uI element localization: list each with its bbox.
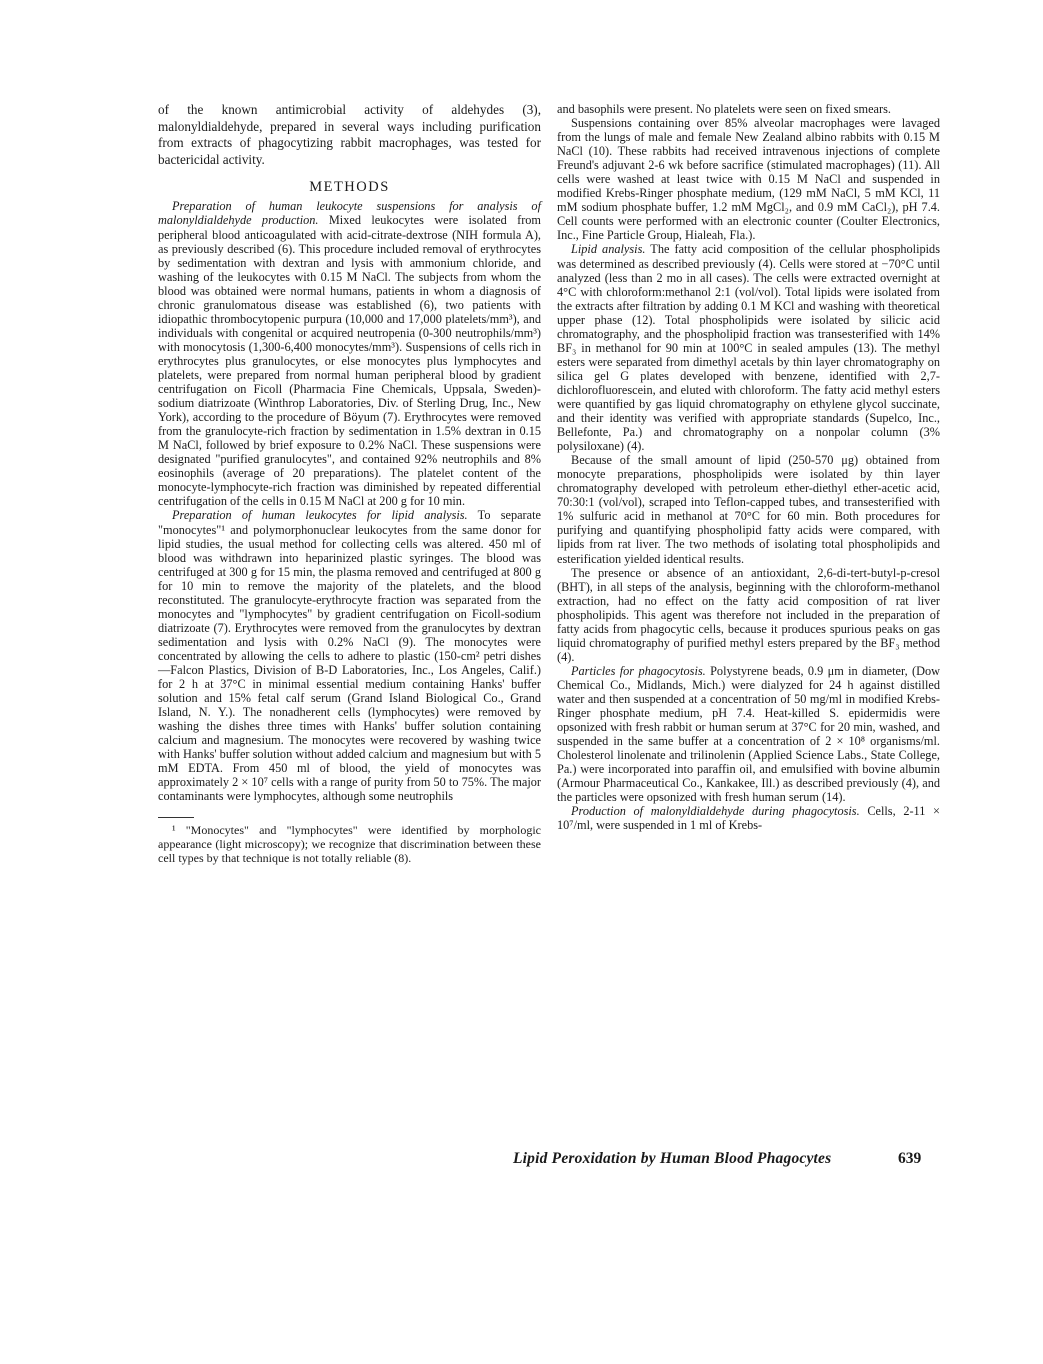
runin-heading: Preparation of human leukocytes for lipid analysis.: [172, 508, 468, 523]
page-number: 639: [898, 1150, 922, 1167]
paragraph-lipid-analysis: [557, 242, 940, 453]
paragraph-continued: and basophils were present. No platelets were seen on fixed smears.: [557, 102, 891, 116]
runin-heading: Lipid analysis.: [571, 242, 646, 257]
paragraph-body: Mixed leukocytes were isolated from peripheral blood anticoagulated with acid-citrate-dextrose (NIH formula A), as previously described (6). This procedure included removal of erythrocytes by sedimentation with dextran and lysis with ammonium chloride, and washing of the leukocytes with 0.15 M NaCl. The subjects from whom the blood was obtained were normal humans, patients in whom a diagnosis of chronic granulomatous disease was established (6), two patients with idiopathic thrombocytopenic purpura (10,000 and 17,000 platelets/mm³), and individuals with congenital or acquired neutropenia (0-300 neutrophils/mm³) with monocytosis (1,300-6,400 monocytes/mm³). Suspensions of cells rich in erythrocytes plus granulocytes, or else monocytes plus lymphocytes and platelets, were prepared from normal human peripheral blood by gradient centrifugation on Ficoll (Pharmacia Fine Chemicals, Uppsala, Sweden)-sodium diatrizoate (Winthrop Laboratories, Div. of Sterling Drug, Inc., New York), according to the procedure of Böyum (7). Erythrocytes were removed from the granulocyte-rich fraction by sedimentation in 1.5% dextran in 0.15 M NaCl, followed by brief exposure to 0.2% NaCl. These suspensions were designated "purified granulocytes", and contained 92% neutrophils and 8% eosinophils (average of 20 preparations). The platelet content of the monocyte-lymphocyte-rich fraction was diminished by repeated differential centrifugation of the cells in 0.15 M NaCl at 200 g for 10 min.: [158, 213, 542, 509]
paragraph-production: [557, 804, 940, 832]
paragraph-body: Polystyrene beads, 0.9 μm in diameter, (Dow Chemical Co., Midlands, Mich.) were dialyzed for 24 h against distilled water and then suspended at a concentration of 50 mg/ml in modified Krebs-Ringer phosphate medium, pH 7.4. Heat-killed S. epidermidis were opsonized with fresh rabbit or human serum at 37°C for 20 min, washed, and suspended in the same buffer at a concentration of 2 × 10⁸ organisms/ml. Cholesterol linolenate and trilinolenin (Applied Science Labs., State College, Pa.) were incorporated into paraffin oil, and emulsified with bovine albumin (Armour Pharmaceutical Co., Kankakee, Ill.) as described previously (4), and the particles were opsonized with fresh human serum (14).: [557, 663, 940, 805]
footnote: ¹ "Monocytes" and "lymphocytes" were identified by morphologic appearance (light microscopy); we recognize that discrimination between these cell types by that technique is not totally reliable (8).: [158, 823, 541, 865]
left-column: [158, 102, 541, 866]
right-column: [557, 102, 940, 832]
running-title: Lipid Peroxidation by Human Blood Phagocytes: [513, 1150, 832, 1167]
paragraph-antioxidant: The presence or absence of an antioxidant, 2,6-di-tert-butyl-p-cresol (BHT), in all steps of the analysis, beginning with the chloroform-methanol extraction, had no effect on the fatty acid composition of rat liver phospholipids. This agent was therefore not included in the preparation of fatty acids from phagocytic cells, because it produces spurious peaks on gas liquid chromatography of purified methyl esters prepared by the BF₃ method (4).: [557, 565, 940, 664]
paragraph-macrophages: Suspensions containing over 85% alveolar macrophages were lavaged from the lungs of male and female New Zealand albino rabbits with 0.15 M NaCl (10). These rabbits had received intravenous injections of complete Freund's adjuvant 2-6 wk before sacrifice (stimulated macrophages) (11). All cells were washed at least twice with 0.15 M NaCl and suspended in modified Krebs-Ringer phosphate medium, (129 mM NaCl, 5 mM KCl, 11 mM sodium phosphate buffer, 1.2 mM MgCl₂, and 0.9 mM CaCl₂), pH 7.4. Cell counts were performed with an electronic counter (Coulter Electronics, Inc., Fine Particle Group, Hialeah, Fla.).: [557, 116, 940, 243]
paragraph-body: Cells, 2-11 × 10⁷/ml, were suspended in 1 ml of Krebs-: [557, 804, 940, 833]
paragraph-body: The fatty acid composition of the cellular phospholipids was determined as described previously (4). Cells were stored at −70°C until analyzed (less than 2 mo in all cases). The cells were extracted overnight at 4°C with chloroform:methanol 2:1 (vol/vol). Total lipids were isolated from the extracts after filtration by adding 0.1 M KCl and washing with theoretical upper phase (12). Total phospholipids were isolated by silicic acid chromatography, and the phospholipid fraction was transesterified with 14% BF₃ in methanol for 90 min at 100°C in sealed ampules (13). The methyl esters were separated from dimethyl acetals by thin layer chromatography on silica gel G plates developed with benzene, identified with 2,7-dichlorofluorescein, and eluted with chloroform. The fatty acid methyl esters were quantified by gas liquid chromatography on ethylene glycol succinate, and their identity was verified with appropriate standards (Supelco, Inc., Bellefonte, Pa.) and chromatography on a nonpolar column (3% polysiloxane) (4).: [557, 242, 940, 454]
paragraph-particles: [557, 664, 940, 804]
paragraph-monocyte-lipid: Because of the small amount of lipid (250-570 μg) obtained from monocyte preparations, phospholipids were isolated by thin layer chromatography developed with petroleum ether-diethyl ether-acetic acid, 70:30:1 (vol/vol), scraped into Teflon-capped tubes, and transesterified with 1% sulfuric acid in methanol at 70°C for 60 min. Both procedures for purifying and quantifying phospholipid fatty acids were compared, with lipids from rat liver. The two methods of isolating total phospholipids and esterification yielded identical results.: [557, 453, 940, 566]
runin-heading: Particles for phagocytosis.: [571, 663, 706, 678]
runin-heading: Preparation of human leukocyte suspensions for analysis of malonyldialdehyde production.: [158, 199, 541, 228]
paragraph-lipid-leukocytes: [158, 508, 541, 803]
section-heading: METHODS: [309, 179, 390, 196]
runin-heading: Production of malonyldialdehyde during phagocytosis.: [571, 804, 860, 819]
intro-paragraph: of the known antimicrobial activity of aldehydes (3), malonyldialdehyde, prepared in several ways including purification from extracts of phagocytizing rabbit macrophages, was tested for bactericidal activity.: [158, 102, 541, 167]
footnote-divider: [158, 817, 194, 818]
paragraph-body: To separate "monocytes"¹ and polymorphonuclear leukocytes from the same donor for lipid studies, the usual method for collecting cells was altered. 450 ml of blood was withdrawn into heparinized plastic syringes. The blood was centrifuged at 300 g for 15 min, the plasma removed and centrifuged at 800 g for 10 min to remove the majority of the platelets, and the blood reconstituted. The granulocyte-erythrocyte fraction was separated from the monocytes and "lymphocytes" by gradient centrifugation on Ficoll-sodium diatrizoate (7). Erythrocytes were removed from the granulocytes by dextran sedimentation and lysis with 0.2% NaCl (9). The monocytes were concentrated by allowing the cells to adhere to plastic (150-cm² petri dishes—Falcon Plastics, Division of B-D Laboratories, Inc., Los Angeles, Calif.) for 2 h at 37°C in minimal essential medium containing Hanks' buffer solution and 15% fetal calf serum (Grand Island Biological Co., Grand Island, N. Y.). The nonadherent cells (lymphocytes) were removed by washing the dishes three times with Hanks' buffer solution containing calcium and magnesium. The monocytes were recovered by washing twice with Hanks' buffer solution without added calcium and magnesium but with 5 mM EDTA. From 450 ml of blood, the yield of monocytes was approximately 2 × 10⁷ cells with a range of purity from 50 to 75%. The major contaminants were lymphocytes, although some neutrophils: [158, 508, 541, 804]
paragraph-leukocyte-suspensions: [158, 199, 541, 508]
